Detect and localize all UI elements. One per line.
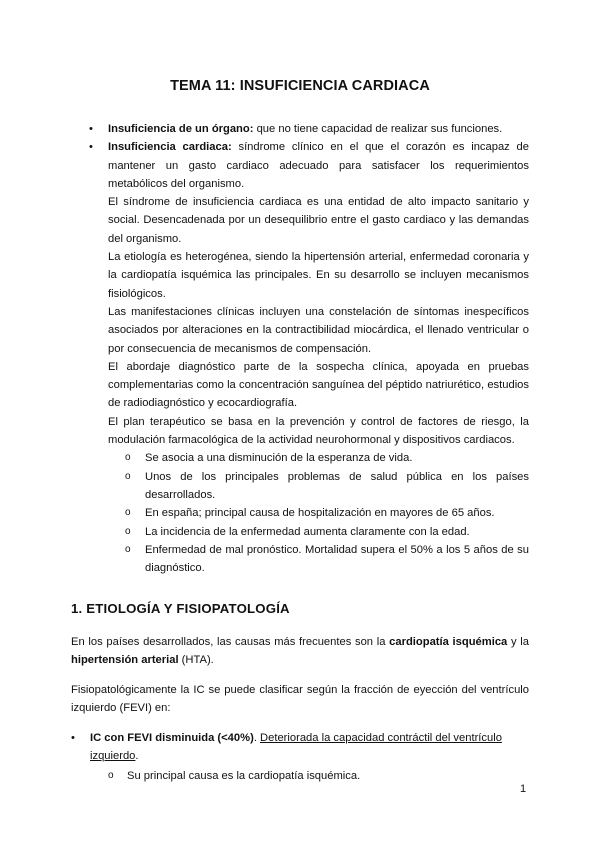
paragraph-diagnosis: El abordaje diagnóstico parte de la sospecha clínica, apoyada en pruebas complementarias como la concentración sanguínea del péptido natriurético, estudios de radiodiagnóstico y ecocardiografía. [108, 360, 529, 410]
fevi-description: Deteriorada la capacidad contráctil del ventrículo izquierdo [90, 731, 502, 762]
list-item: o Se asocia a una disminución de la esperanza de vida. [145, 449, 529, 467]
page-title: TEMA 11: INSUFICIENCIA CARDIACA [170, 78, 430, 94]
circle-bullet-icon: o [108, 769, 114, 781]
list-item: o Su principal causa es la cardiopatía isquémica. [71, 767, 529, 786]
term-fevi-reduced: IC con FEVI disminuida (<40%) [90, 731, 254, 744]
paragraph-impact: El síndrome de insuficiencia cardiaca es una entidad de alto impacto sanitario y social. Desencadenada por un desequilibrio entre el gasto cardiaco y las demandas del organismo. [108, 196, 529, 245]
circle-bullet-icon: o [125, 470, 131, 482]
term-hypertension: hipertensión arterial [71, 654, 179, 666]
bullet-icon: • [89, 123, 93, 135]
circle-bullet-icon: o [125, 543, 131, 555]
list-item: o Enfermedad de mal pronóstico. Mortalidad supera el 50% a los 5 años de su diagnóstico. [145, 541, 529, 578]
term-ischemic-cardiopathy: cardiopatía isquémica [389, 635, 508, 648]
section-etiology [71, 600, 529, 785]
bullet-icon: • [89, 141, 93, 154]
page-number: 1 [520, 783, 527, 795]
paragraph-manifestations: Las manifestaciones clínicas incluyen una constelación de síntomas inespecíficos asociados por alteraciones en la contractibilidad miocárdica, el llenado ventricular o por consecuencia de mecanismos de compensación. [108, 305, 529, 355]
circle-bullet-icon: o [125, 507, 131, 519]
circle-bullet-icon: o [125, 525, 131, 537]
paragraph-etiology: La etiología es heterogénea, siendo la hipertensión arterial, enfermedad coronaria y la cardiopatía isquémica las principales. En su desarrollo se incluyen mecanismos fisiológicos. [108, 251, 529, 300]
bullet-fevi-reduced: • IC con FEVI disminuida (<40%). Deteriorada la capacidad contráctil del ventrículo izquierdo. [71, 729, 529, 766]
circle-bullet-icon: o [125, 452, 131, 464]
bullet-icon: • [71, 731, 75, 744]
paragraph-classification: Fisiopatológicamente la IC se puede clasificar según la fracción de eyección del ventrículo izquierdo (FEVI) en: [71, 683, 529, 714]
def-organ-failure: que no tiene capacidad de realizar sus funciones. [253, 123, 503, 135]
intro-block [89, 120, 529, 577]
term-organ-failure: Insuficiencia de un órgano: [108, 123, 254, 135]
list-item: o En españa; principal causa de hospitalización en mayores de 65 años. [145, 504, 529, 522]
paragraph-causes: En los países desarrollados, las causas más frecuentes son la cardiopatía isquémica y la hipertensión arterial (HTA). [71, 635, 529, 666]
sub-bullet-list [108, 449, 529, 577]
bullet-heart-failure [89, 138, 529, 193]
term-heart-failure: Insuficiencia cardiaca: [108, 141, 232, 154]
bullet-organ-failure [89, 120, 529, 138]
list-item: o La incidencia de la enfermedad aumenta claramente con la edad. [145, 523, 529, 541]
paragraph-treatment: El plan terapéutico se basa en la prevención y control de factores de riesgo, la modulación farmacológica de la actividad neurohormonal y dispositivos cardiacos. [108, 415, 529, 447]
def-heart-failure: síndrome clínico en el que el corazón es incapaz de mantener un gasto cardiaco adecuado para satisfacer los requerimientos metabólicos del organismo. [108, 141, 529, 190]
section-heading: 1. ETIOLOGÍA Y FISIOPATOLOGÍA [71, 601, 290, 616]
list-item: o Unos de los principales problemas de salud pública en los países desarrollados. [145, 468, 529, 505]
